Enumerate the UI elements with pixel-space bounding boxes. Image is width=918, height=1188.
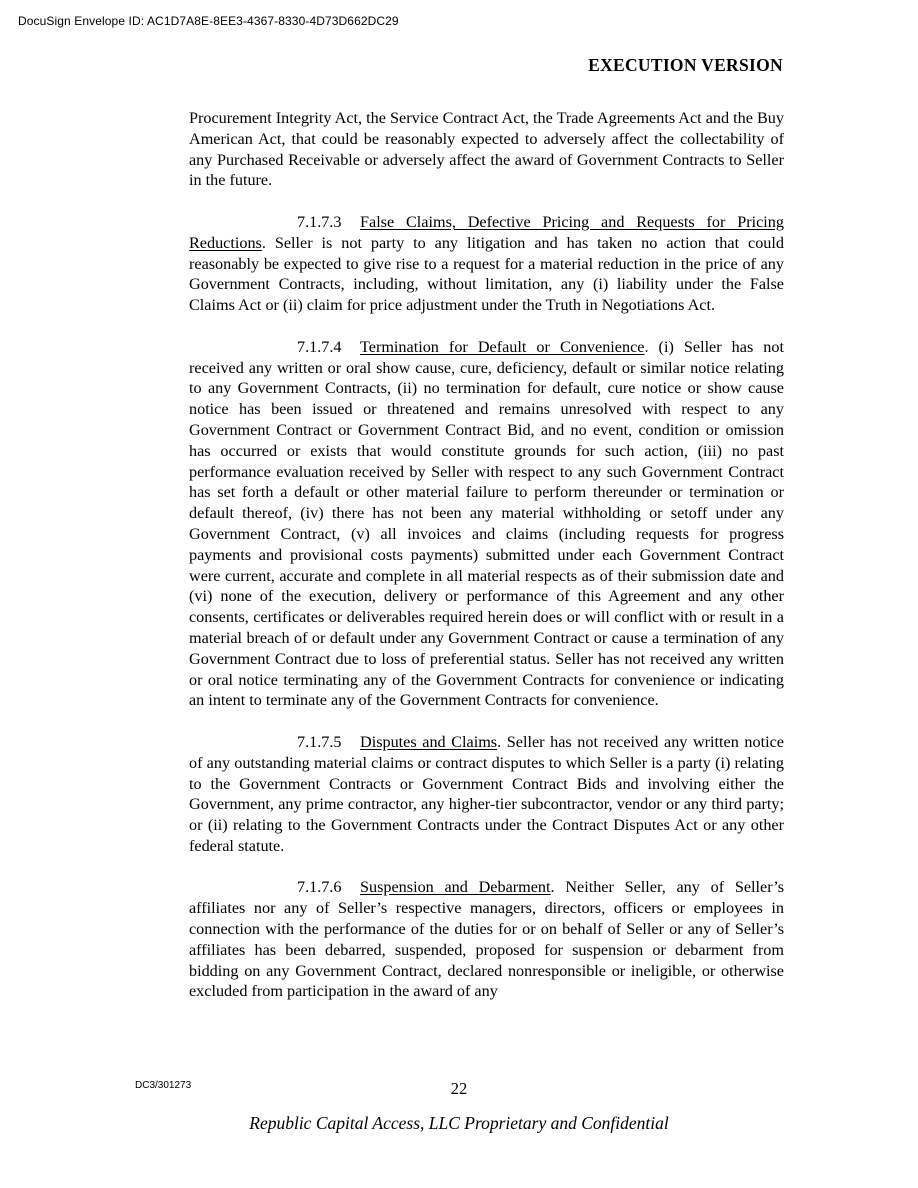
execution-version-label: EXECUTION VERSION — [588, 55, 783, 75]
section-text: . (i) Seller has not received any written or oral show cause, cure, deficiency, default or similar notice relating to any Government Contracts, (ii) no termination for default, cure notice or show cause notice has been issued or threatened and remains unresolved with respect to any Government Contract or Government Contract Bid, and no event, condition or omission has occurred or exists that would constitute grounds for such action, (iii) no past performance evaluation received by Seller with respect to any such Government Contract has set forth a default or other material failure to perform thereunder or termination or default thereof, (iv) there has not been any material withholding or setoff under any Government Contract, (v) all invoices and claims (including requests for progress payments and provisional costs payments) submitted under each Government Contract were current, accurate and complete in all material respects as of their submission date and (vi) none of the execution, delivery or performance of this Agreement and any other consents, certificates or deliverables required herein does or will conflict with or result in a material breach of or default under any Government Contract or cause a termination of any Government Contract due to loss of preferential status. Seller has not received any written or oral notice terminating any of the Government Contracts for convenience or indicating an intent to terminate any of the Government Contracts for convenience. — [189, 337, 784, 710]
confidentiality-footer: Republic Capital Access, LLC Proprietary and Confidential — [249, 1113, 669, 1133]
section-number: 7.1.7.4 — [297, 337, 342, 356]
section-text: . Seller has not received any written notice of any outstanding material claims or contract disputes to which Seller is a party (i) relating to the Government Contracts or Government Contract Bids and involving either the Government, any prime contractor, any higher-tier subcontractor, vendor or any third party; or (ii) relating to the Government Contracts under the Contract Disputes Act or any other federal statute. — [189, 732, 784, 855]
section-heading: Disputes and Claims — [360, 732, 498, 751]
section-7-1-7-3 — [189, 212, 784, 316]
document-body — [189, 108, 784, 1023]
document-id: DC3/301273 — [135, 1080, 192, 1091]
section-number: 7.1.7.3 — [297, 212, 342, 231]
section-number: 7.1.7.6 — [297, 878, 342, 897]
page-number: 22 — [450, 1079, 468, 1098]
section-heading: Termination for Default or Convenience — [360, 337, 645, 356]
section-text: . Seller is not party to any litigation and has taken no action that could reasonably be expected to give rise to a request for a material reduction in the price of any Government Contracts, including, without limitation, any (i) liability under the False Claims Act or (ii) claim for price adjustment under the Truth in Negotiations Act. — [189, 233, 784, 315]
section-7-1-7-6 — [189, 877, 784, 1002]
section-heading: False Claims, Defective Pricing and Requests for Pricing Reductions — [189, 212, 784, 252]
section-heading: Suspension and Debarment — [360, 878, 551, 897]
section-7-1-7-5 — [189, 732, 784, 857]
section-7-1-7-4 — [189, 337, 784, 711]
docusign-envelope-id: DocuSign Envelope ID: AC1D7A8E-8EE3-4367-8330-4D73D662DC29 — [18, 14, 399, 28]
section-text: . Neither Seller, any of Seller’s affiliates nor any of Seller’s respective managers, directors, officers or employees in connection with the performance of the duties for or on behalf of Seller or any of Seller’s affiliates has been debarred, suspended, proposed for suspension or debarment from bidding on any Government Contract, declared nonresponsible or ineligible, or otherwise excluded from participation in the award of any — [189, 878, 784, 1001]
section-number: 7.1.7.5 — [297, 732, 342, 751]
paragraph-continuation: Procurement Integrity Act, the Service Contract Act, the Trade Agreements Act and the Buy American Act, that could be reasonably expected to adversely affect the collectability of any Purchased Receivable or adversely affect the award of Government Contracts to Seller in the future. — [189, 109, 784, 190]
